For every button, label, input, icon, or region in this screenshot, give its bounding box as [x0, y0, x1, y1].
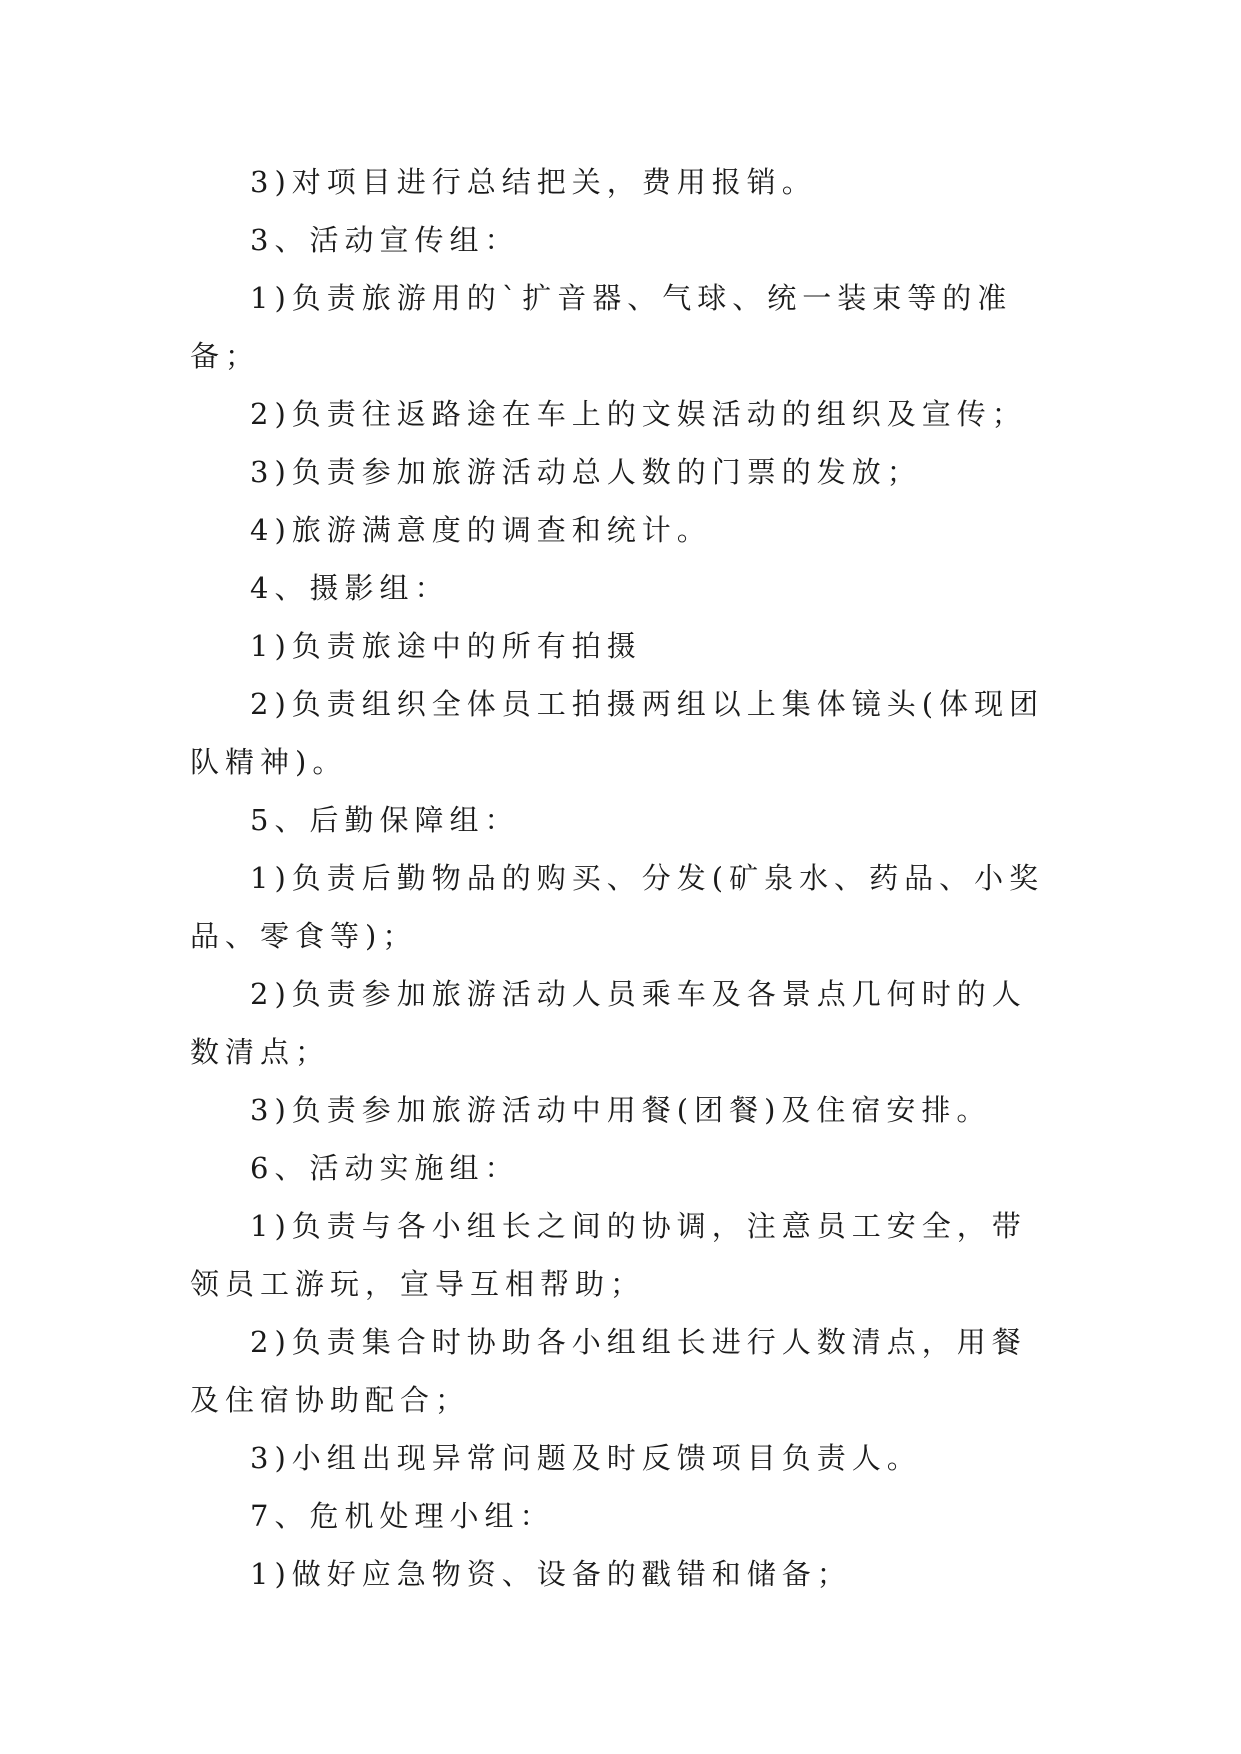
paragraph: 1)负责旅途中的所有拍摄	[250, 629, 642, 663]
section-heading: 4、摄影组：	[250, 571, 450, 605]
section-heading: 6、活动实施组：	[250, 1151, 520, 1185]
section-heading: 7、危机处理小组：	[250, 1499, 555, 1533]
paragraph: 2)负责集合时协助各小组组长进行人数清点，用餐及住宿协助配合；	[190, 1325, 1027, 1417]
paragraph: 4)旅游满意度的调查和统计。	[250, 513, 712, 547]
paragraph: 1)负责与各小组长之间的协调，注意员工安全，带领员工游玩，宣导互相帮助；	[190, 1209, 1027, 1301]
paragraph: 1)负责旅游用的`扩音器、气球、统一装束等的准备；	[190, 281, 1013, 373]
section-heading: 3、活动宣传组：	[250, 223, 520, 257]
paragraph: 3)对项目进行总结把关，费用报销。	[250, 165, 817, 199]
paragraph: 3)负责参加旅游活动中用餐(团餐)及住宿安排。	[250, 1093, 992, 1127]
paragraph: 2)负责往返路途在车上的文娱活动的组织及宣传；	[250, 397, 1027, 431]
paragraph: 3)小组出现异常问题及时反馈项目负责人。	[250, 1441, 922, 1475]
paragraph: 1)负责后勤物品的购买、分发(矿泉水、药品、小奖品、零食等)；	[190, 861, 1045, 953]
paragraph: 1)做好应急物资、设备的戳错和储备；	[250, 1557, 852, 1591]
paragraph: 3)负责参加旅游活动总人数的门票的发放；	[250, 455, 922, 489]
paragraph: 2)负责参加旅游活动人员乘车及各景点几何时的人数清点；	[190, 977, 1027, 1069]
section-heading: 5、后勤保障组：	[250, 803, 520, 837]
paragraph: 2)负责组织全体员工拍摄两组以上集体镜头(体现团队精神)。	[190, 687, 1045, 779]
document-body	[190, 153, 1050, 1603]
